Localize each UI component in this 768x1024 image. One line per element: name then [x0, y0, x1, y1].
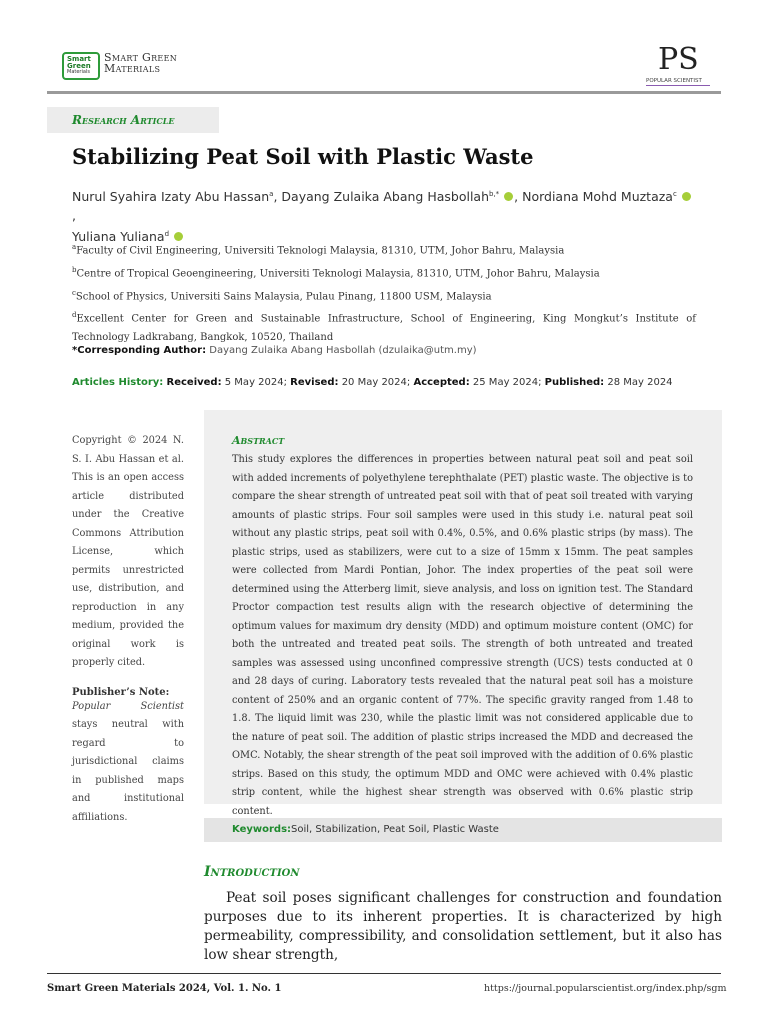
corresponding-author: [72, 345, 477, 356]
affiliation-text: Faculty of Civil Engineering, Universiti Teknologi Malaysia, 81310, UTM, Johor Bahru, Malaysia: [76, 245, 565, 257]
affiliation-item: [72, 284, 696, 307]
keywords-box: [204, 818, 722, 842]
received-date: 5 May 2024;: [224, 377, 287, 388]
author-affil-mark: b,*: [489, 190, 500, 198]
accepted-label: Accepted:: [413, 377, 470, 388]
affiliation-mark: c: [72, 288, 76, 297]
author-affil-mark: c: [672, 190, 677, 198]
author-name: Dayang Zulaika Abang Hasbollah: [281, 189, 489, 205]
affiliation-mark: b: [72, 265, 77, 274]
journal-logo-word-2: Green: [67, 62, 91, 70]
journal-logo-word-3: Materials: [67, 69, 90, 75]
article-type-tag: [47, 107, 219, 133]
publisher-note-name: Popular Scientist: [72, 700, 184, 712]
header-divider: [47, 91, 721, 94]
keywords-label: Keywords:: [232, 824, 292, 835]
sidebar: [72, 432, 184, 827]
publisher-logo-name: POPULAR SCIENTIST: [646, 78, 702, 84]
publisher-logo-letters: PS: [658, 42, 699, 77]
introduction-heading: Introduction: [204, 864, 300, 880]
author-name: Yuliana Yuliana: [72, 229, 165, 245]
author-name: Nordiana Mohd Muztaza: [522, 189, 673, 205]
footer-citation: Smart Green Materials 2024, Vol. 1. No. 1: [47, 983, 282, 994]
abstract-heading: Abstract: [232, 434, 285, 447]
affiliation-item: [72, 238, 696, 261]
author-affil-mark: d: [164, 230, 170, 239]
affiliation-text: Excellent Center for Green and Sustainable Infrastructure, School of Engineering, King Mongkut’s Institute of Technology Ladkrabang, Bangkok, 10520, Thailand: [72, 313, 696, 344]
received-label: Received:: [166, 377, 222, 388]
published-date: 28 May 2024: [607, 377, 673, 388]
publisher-note-text: stays neutral with regard to jurisdictional claims in published maps and institutional affiliations.: [72, 719, 184, 823]
publisher-note: [72, 698, 184, 828]
affiliation-mark: a: [72, 243, 77, 251]
article-type-label: Research Article: [72, 113, 175, 127]
revised-date: 20 May 2024;: [341, 377, 411, 388]
orcid-icon[interactable]: [682, 192, 691, 201]
article-title: Stabilizing Peat Soil with Plastic Waste: [72, 144, 534, 169]
publisher-note-label: Publisher’s Note:: [72, 686, 170, 698]
publisher-logo-underline: [646, 85, 710, 86]
footer-divider: [47, 973, 721, 974]
affiliation-item: [72, 261, 696, 284]
author-list: Nurul Syahira Izaty Abu Hassan$^a$, Dayang Zulaika Abang Hasbollah$^{b,*}$ , Nordiana Mohd Muztaza$^c$ , Yuliana Yuliana$^d$: [72, 185, 692, 246]
journal-name: [104, 52, 177, 74]
accepted-date: 25 May 2024;: [472, 377, 542, 388]
author-name: Nurul Syahira Izaty Abu Hassan: [72, 189, 270, 205]
introduction-text: Peat soil poses significant challenges for construction and foundation purposes due to its inherent properties. It is characterized by high permeability, compressibility, and consolidation settlement, but it also has low shear strength,: [204, 890, 722, 963]
affiliations: [72, 238, 696, 348]
journal-name-line-2: Materials: [104, 62, 161, 75]
affiliation-text: Centre of Tropical Geoengineering, Universiti Teknologi Malaysia, 81310, UTM, Johor Bahru, Malaysia: [76, 268, 600, 280]
history-label: Articles History:: [72, 377, 164, 388]
affiliation-text: School of Physics, Universiti Sains Malaysia, Pulau Pinang, 11800 USM, Malaysia: [75, 290, 492, 302]
copyright-notice: Copyright © 2024 N. S. I. Abu Hassan et al. This is an open access article distributed under the Creative Commons Attribution License, which permits unrestricted use, distribution, and reproduction in any medium, provided the original work is properly cited.: [72, 435, 184, 668]
revised-label: Revised:: [290, 377, 339, 388]
abstract-box: [204, 410, 722, 817]
publisher-logo: [646, 44, 710, 86]
article-history: [72, 377, 673, 388]
affiliation-mark: d: [72, 311, 77, 320]
author-affil-mark: a: [269, 190, 274, 198]
published-label: Published:: [544, 377, 605, 388]
journal-logo-word-1: Smart: [67, 55, 91, 63]
footer-url[interactable]: https://journal.popularscientist.org/index.php/sgm: [484, 983, 727, 994]
journal-logo: [62, 52, 202, 80]
journal-logo-badge: [62, 52, 100, 80]
corresponding-author-value[interactable]: Dayang Zulaika Abang Hasbollah (dzulaika@utm.my): [209, 345, 477, 356]
orcid-icon[interactable]: [504, 192, 513, 201]
abstract-text: This study explores the differences in properties between natural peat soil and peat soil with added increments of polyethylene terephthalate (PET) plastic waste. The objective is to compare the shear strength of untreated peat soil with that of peat soil treated with varying amounts of plastic strips. Four soil samples were used in this study i.e. natural peat soil without any plastic strips, peat soil with 0.4%, 0.5%, and 0.6% plastic strips (by mass). The plastic strips, used as stabilizers, were cut to a size of 15mm x 15mm. The peat samples were collected from Mardi Pontian, Johor. The index properties of the peat soil were determined using the Atterberg limit, sieve analysis, and loss on ignition test. The Standard Proctor compaction test results align with the research objective of determining the optimum values for maximum dry density (MDD) and optimum moisture content (OMC) for both the untreated and treated peat soils. The strength of both untreated and treated samples was assessed using unconfined compressive strength (UCS) tests conducted at 0 and 28 days of curing. Laboratory tests revealed that the natural peat soil has a moisture content of 250% and an organic content of 77%. The specific gravity ranged from 1.48 to 1.8. The liquid limit was 230, while the plastic limit was not considered applicable due to the nature of peat soil. The addition of plastic strips increased the MDD and decreased the OMC. Notably, the shear strength of the peat soil improved with the addition of 0.6% plastic strips. Based on this study, the optimum MDD and OMC were achieved with 0.4% plastic strip content, while the highest shear strength was observed with 0.6% plastic strip content.: [232, 454, 693, 817]
affiliation-item: [72, 306, 696, 347]
corresponding-author-label: *Corresponding Author:: [72, 345, 207, 356]
journal-name-line-1: Smart Green: [104, 51, 178, 64]
keywords-value: Soil, Stabilization, Peat Soil, Plastic Waste: [291, 824, 499, 835]
